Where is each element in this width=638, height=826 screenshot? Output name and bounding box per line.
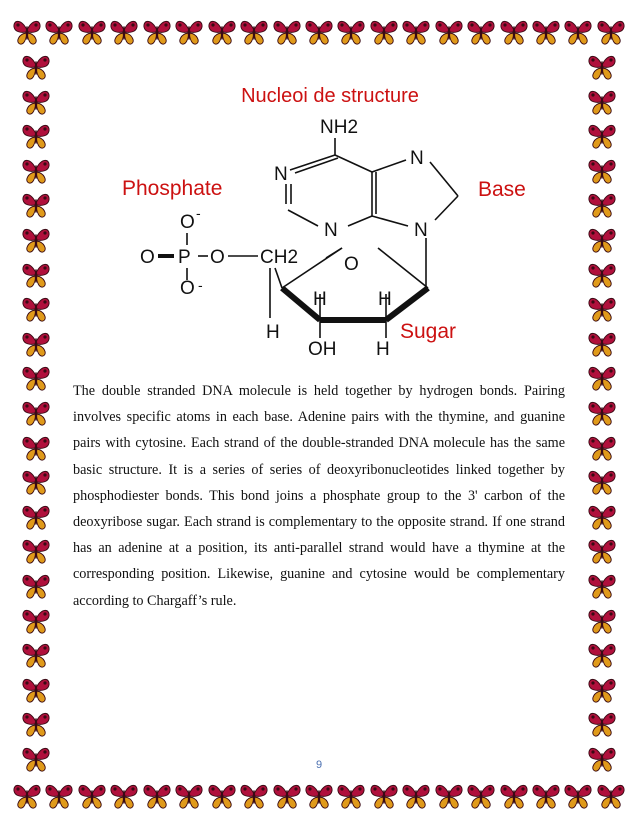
butterfly-icon (587, 294, 617, 324)
butterfly-icon (587, 52, 617, 82)
butterfly-icon (466, 781, 496, 811)
border-right (584, 52, 620, 774)
butterfly-icon (587, 433, 617, 463)
butterfly-icon (587, 156, 617, 186)
butterfly-icon (587, 675, 617, 705)
atom-n-top-right: N (410, 148, 424, 169)
body-paragraph: The double stranded DNA molecule is held together by hydrogen bonds. Pairing involves specific atoms in each base. Adenine pairs with the thymine, and guanine pairs with cytosine. Each strand of the double-stranded DNA molecule has the same basic structure. It is a series of series of deoxyribonucleotides linked together by phosphodiester bonds. This bond joins a phosphate group to the 3' carbon of the deoxyribose sugar. Each strand is complementary to the opposite strand. If one strand has an adenine at a position, its anti-parallel strand would have a thymine at the corresponding position. Likewise, guanine and cytosine would be complementary according to Chargaff’s rule. (73, 383, 565, 609)
atom-h-right: H (378, 289, 392, 310)
butterfly-icon (174, 17, 204, 47)
atom-n-top-left: N (274, 164, 288, 185)
page-number: 9 (315, 759, 323, 771)
butterfly-icon (109, 17, 139, 47)
butterfly-icon (587, 87, 617, 117)
butterfly-icon (239, 17, 269, 47)
butterfly-icon (12, 17, 42, 47)
butterfly-icon (401, 781, 431, 811)
butterfly-icon (563, 17, 593, 47)
butterfly-icon (44, 17, 74, 47)
butterfly-icon (587, 363, 617, 393)
atom-p: P (178, 247, 191, 268)
butterfly-icon (304, 17, 334, 47)
butterfly-icon (142, 17, 172, 47)
butterfly-icon (401, 17, 431, 47)
nucleotide-diagram (110, 80, 550, 370)
butterfly-icon (587, 640, 617, 670)
phosphate-label: Phosphate (122, 177, 223, 200)
butterfly-icon (336, 17, 366, 47)
border-left (18, 52, 54, 774)
atom-o-bridge: O (210, 247, 225, 268)
butterfly-icon (21, 571, 51, 601)
butterfly-icon (21, 87, 51, 117)
butterfly-icon (587, 329, 617, 359)
butterfly-icon (587, 709, 617, 739)
charge-o-top: - (196, 205, 201, 221)
butterfly-icon (587, 121, 617, 151)
butterfly-icon (587, 260, 617, 290)
butterfly-icon (596, 17, 626, 47)
butterfly-icon (21, 467, 51, 497)
atom-o-ring: O (344, 254, 359, 275)
butterfly-icon (207, 17, 237, 47)
border-bottom (12, 778, 626, 814)
butterfly-icon (587, 225, 617, 255)
butterfly-icon (466, 17, 496, 47)
butterfly-icon (434, 781, 464, 811)
atom-h-far-left: H (266, 322, 280, 343)
butterfly-icon (21, 536, 51, 566)
butterfly-icon (21, 363, 51, 393)
atom-o-phosphate-bottom: O (180, 278, 195, 299)
butterfly-icon (434, 17, 464, 47)
atom-ch2: CH2 (260, 247, 299, 268)
butterfly-icon (272, 17, 302, 47)
base-label: Base (478, 178, 526, 201)
butterfly-icon (12, 781, 42, 811)
butterfly-icon (563, 781, 593, 811)
butterfly-icon (499, 781, 529, 811)
butterfly-icon (531, 17, 561, 47)
butterfly-icon (207, 781, 237, 811)
butterfly-icon (587, 190, 617, 220)
butterfly-icon (587, 571, 617, 601)
border-top (12, 14, 626, 50)
butterfly-icon (587, 502, 617, 532)
butterfly-icon (587, 606, 617, 636)
butterfly-icon (587, 536, 617, 566)
atom-h-left: H (313, 289, 327, 310)
butterfly-icon (369, 17, 399, 47)
butterfly-icon (109, 781, 139, 811)
atom-n-bottom-right: N (414, 220, 428, 241)
butterfly-icon (21, 52, 51, 82)
charge-o-bottom: - (198, 277, 203, 293)
nucleotide-structure-figure (110, 80, 550, 370)
atom-oh: OH (308, 339, 337, 360)
atom-nh2: NH2 (320, 117, 359, 138)
butterfly-icon (21, 260, 51, 290)
sugar-label: Sugar (400, 320, 457, 343)
butterfly-icon (174, 781, 204, 811)
butterfly-icon (21, 156, 51, 186)
butterfly-icon (21, 606, 51, 636)
butterfly-icon (369, 781, 399, 811)
butterfly-icon (21, 294, 51, 324)
butterfly-icon (21, 675, 51, 705)
butterfly-icon (304, 781, 334, 811)
butterfly-icon (587, 398, 617, 428)
atom-n-bottom-left: N (324, 220, 338, 241)
figure-title: Nucleoi de structure (241, 85, 419, 107)
butterfly-icon (21, 121, 51, 151)
atom-h-bottom: H (376, 339, 390, 360)
butterfly-icon (77, 17, 107, 47)
butterfly-icon (21, 640, 51, 670)
butterfly-icon (21, 398, 51, 428)
butterfly-icon (21, 709, 51, 739)
butterfly-icon (499, 17, 529, 47)
butterfly-icon (239, 781, 269, 811)
butterfly-icon (21, 433, 51, 463)
butterfly-icon (21, 225, 51, 255)
butterfly-icon (44, 781, 74, 811)
butterfly-icon (21, 190, 51, 220)
butterfly-icon (596, 781, 626, 811)
atom-o-phosphate-top: O (180, 212, 195, 233)
butterfly-icon (272, 781, 302, 811)
butterfly-icon (142, 781, 172, 811)
atom-o-left: O (140, 247, 155, 268)
butterfly-icon (587, 467, 617, 497)
butterfly-icon (77, 781, 107, 811)
butterfly-icon (21, 329, 51, 359)
butterfly-icon (21, 502, 51, 532)
butterfly-icon (531, 781, 561, 811)
butterfly-icon (336, 781, 366, 811)
